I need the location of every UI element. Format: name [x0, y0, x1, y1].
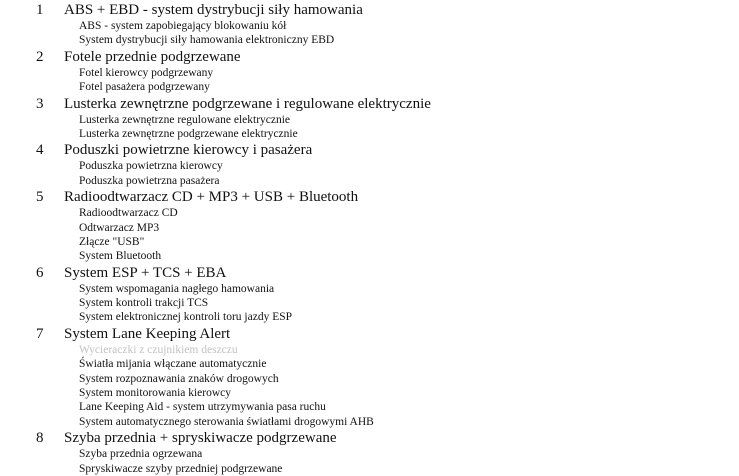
section-2: [0, 48, 739, 95]
feature-item: Spryskiwacze szyby przedniej podgrzewane: [79, 462, 283, 475]
feature-item: Wycieraczki z czujnikiem deszczu: [79, 343, 238, 356]
section-heading: [0, 95, 739, 113]
section-title: ABS + EBD - system dystrybucji siły hamowania: [64, 2, 363, 18]
section-number: 5: [36, 189, 44, 206]
section-heading: [0, 188, 739, 206]
feature-item: Poduszka powietrzna pasażera: [79, 174, 220, 187]
feature-item: Fotel kierowcy podgrzewany: [79, 66, 214, 79]
feature-item: System automatycznego sterowania światłami drogowymi AHB: [79, 415, 374, 428]
section-title: Fotele przednie podgrzewane: [64, 48, 241, 65]
feature-item: Lusterka zewnętrzne podgrzewane elektrycznie: [79, 127, 298, 140]
feature-item: Poduszka powietrzna kierowcy: [79, 160, 223, 173]
section-6: [0, 264, 739, 325]
section-number: 3: [36, 95, 44, 112]
section-title: Lusterka zewnętrzne podgrzewane i regulowane elektrycznie: [64, 95, 431, 112]
feature-item: Lusterka zewnętrzne regulowane elektrycznie: [79, 113, 291, 126]
feature-item: Światła mijania włączane automatycznie: [79, 358, 267, 371]
feature-item: System dystrybucji siły hamowania elektroniczny EBD: [79, 34, 335, 47]
section-5: [0, 188, 739, 264]
feature-item: System kontroli trakcji TCS: [79, 297, 209, 310]
equipment-list: [0, 1, 739, 476]
section-number: 4: [36, 142, 44, 159]
feature-item: System wspomagania nagłego hamowania: [79, 282, 275, 295]
section-title: Szyba przednia + spryskiwacze podgrzewane: [64, 430, 337, 447]
section-heading: [0, 264, 739, 282]
section-heading: [0, 48, 739, 66]
section-title: System Lane Keeping Alert: [64, 325, 231, 342]
section-heading: [0, 325, 739, 343]
section-3: [0, 95, 739, 142]
feature-item: System monitorowania kierowcy: [79, 387, 232, 400]
section-number: 1: [36, 2, 44, 18]
feature-item: ABS - system zapobiegający blokowaniu kół: [79, 20, 287, 32]
section-1: [0, 1, 739, 48]
section-8: [0, 429, 739, 476]
section-number: 2: [36, 48, 44, 65]
section-heading: [0, 141, 739, 159]
feature-item: System elektronicznej kontroli toru jazdy ESP: [79, 311, 293, 324]
feature-item: Radioodtwarzacz CD: [79, 207, 178, 220]
feature-item: System Bluetooth: [79, 250, 162, 263]
feature-item: Fotel pasażera podgrzewany: [79, 81, 210, 94]
feature-item: Złącze "USB": [79, 235, 145, 248]
section-title: Radioodtwarzacz CD + MP3 + USB + Bluetooth: [64, 189, 359, 206]
section-number: 8: [36, 430, 44, 447]
feature-item: Odtwarzacz MP3: [79, 221, 160, 234]
feature-item: Lane Keeping Aid - system utrzymywania pasa ruchu: [79, 401, 326, 414]
section-title: System ESP + TCS + EBA: [64, 264, 227, 281]
section-4: [0, 141, 739, 188]
section-heading: [0, 1, 739, 19]
section-title: Poduszki powietrzne kierowcy i pasażera: [64, 142, 313, 159]
feature-item: System rozpoznawania znaków drogowych: [79, 372, 279, 385]
section-7: [0, 325, 739, 429]
section-number: 6: [36, 264, 44, 281]
section-heading: [0, 429, 739, 447]
section-number: 7: [36, 325, 44, 342]
feature-item: Szyba przednia ogrzewana: [79, 448, 203, 461]
